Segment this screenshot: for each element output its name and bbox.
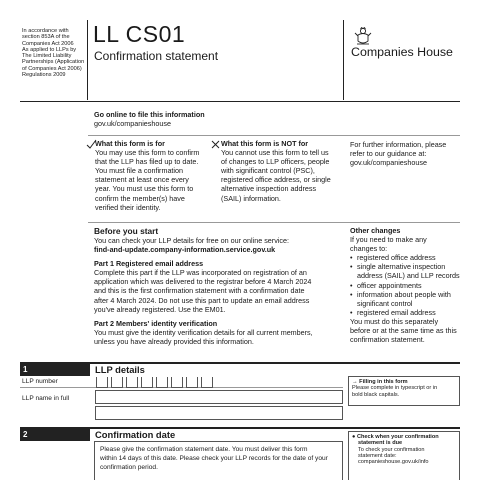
section-2-line: Please give the confirmation statement date. You must deliver this form	[100, 446, 308, 453]
digit-box[interactable]	[156, 377, 168, 388]
part2-line: You must give the identity verification details for all current members,	[94, 327, 313, 337]
section-2-line: confirmation period.	[100, 464, 158, 472]
service-link[interactable]: find-and-update.company-information.service.gov.uk	[94, 245, 276, 255]
list-item: • registered office address	[350, 253, 462, 262]
digit-box[interactable]	[96, 377, 108, 388]
other-changes-intro: changes to:	[350, 244, 388, 254]
list-item: • officer appointments	[350, 281, 462, 290]
other-changes-outro: before or at the same time as this	[350, 326, 457, 336]
legal-note-line: Partnerships (Application	[22, 59, 85, 66]
legal-note-line: section 853A of the	[22, 34, 70, 41]
digit-box[interactable]	[186, 377, 198, 388]
llp-number-label: LLP number	[22, 378, 58, 385]
note-heading-text: statement is due	[358, 440, 403, 447]
legal-note-line: In accordance with	[22, 28, 69, 34]
part1-heading: Part 1 Registered email address	[94, 259, 204, 269]
section-title: Confirmation date	[95, 429, 176, 440]
note-line: companieshouse.gov.uk/info	[358, 459, 429, 466]
list-item: • single alternative inspection address (SAIL) and LLP records	[350, 262, 462, 280]
other-changes-heading: Other changes	[350, 226, 401, 235]
section-number: 1	[20, 364, 90, 376]
is-for-line: You may use this form to confirm	[95, 148, 200, 158]
is-for-block	[95, 139, 207, 212]
digit-box[interactable]	[171, 377, 183, 388]
note-line: bold black capitals.	[352, 391, 400, 398]
other-changes-block	[350, 226, 462, 344]
confirmation-date-panel	[94, 441, 343, 480]
online-heading: Go online to file this information	[94, 110, 205, 119]
legal-note-line: As applied to LLPs by	[22, 46, 77, 53]
is-for-line: You must file a confirmation	[95, 166, 184, 176]
other-changes-outro: You must do this separately	[350, 316, 439, 326]
note-heading-text: Filling in this form	[359, 379, 408, 385]
digit-box[interactable]	[201, 377, 213, 388]
rule	[88, 135, 460, 136]
is-not-for-line: of changes to LLP officers, people	[221, 157, 330, 167]
part1-line: after 4 March 2024. Do not use this part to update an email address	[94, 295, 310, 305]
part2-heading: Part 2 Members' identity verification	[94, 318, 218, 328]
is-for-line: statement at least once every	[95, 175, 189, 185]
further-info-line: gov.uk/companieshouse	[350, 158, 427, 168]
other-changes-intro: If you need to make any	[350, 235, 427, 245]
header-divider	[87, 20, 88, 100]
part1-line: and this is the first confirmation statement with a confirmation date	[94, 286, 305, 296]
online-block	[94, 110, 205, 128]
part2-line: unless you have already provided this information.	[94, 336, 254, 346]
info-icon: ●	[352, 434, 356, 440]
legal-note-line: Companies Act 2006	[22, 40, 74, 47]
digit-box[interactable]	[111, 377, 123, 388]
other-changes-outro: confirmation statement.	[350, 335, 425, 345]
section-2-line: within 14 days of this date. Please check your LLP records for the date of your	[100, 455, 328, 463]
is-for-line: verified their identity.	[95, 202, 161, 212]
section-title: LLP details	[95, 364, 145, 375]
llp-name-field[interactable]	[95, 390, 343, 404]
before-start-heading: Before you start	[94, 226, 159, 236]
is-not-for-line: registered office address, or single	[221, 175, 331, 185]
legal-note	[22, 28, 92, 78]
filling-note	[348, 376, 460, 406]
part1-line: application which was delivered to the registrar before 4 March 2024	[94, 277, 312, 287]
legal-note-line: of Companies Act 2006)	[22, 65, 82, 72]
list-item: • information about people with significant control	[350, 290, 462, 308]
is-for-line: year. You must use this form to	[95, 184, 194, 194]
is-not-for-line: You cannot use this form to tell us	[221, 148, 329, 158]
is-not-for-line: (SAIL) information.	[221, 193, 281, 203]
before-start-block	[94, 226, 344, 346]
digit-box[interactable]	[141, 377, 153, 388]
is-not-for-heading: What this form is NOT for	[221, 139, 309, 148]
note-line: Please complete in typescript or in	[352, 385, 438, 392]
digit-box[interactable]	[126, 377, 138, 388]
legal-note-line: The Limited Liability	[22, 53, 72, 60]
note-heading-text: Check when your confirmation	[356, 434, 439, 440]
form-code: LL CS01	[93, 21, 186, 47]
note-line: statement date:	[358, 452, 397, 459]
llp-number-field[interactable]	[96, 377, 226, 388]
list-item: • registered email address	[350, 308, 462, 317]
form-title: Confirmation statement	[94, 49, 219, 63]
llp-name-label: LLP name in full	[22, 395, 70, 402]
further-info-line: refer to our guidance at:	[350, 149, 427, 159]
is-not-for-block	[221, 139, 345, 203]
rule	[88, 222, 460, 223]
other-changes-list	[350, 253, 462, 317]
is-for-line: confirm the member(s) have	[95, 193, 185, 203]
section-number: 2	[20, 429, 90, 441]
is-not-for-line: alternative inspection address	[221, 184, 317, 194]
part1-line: you've already registered. Use the EM01.	[94, 304, 226, 314]
further-info-block	[350, 140, 460, 167]
is-not-for-line: with significant control (PSC),	[221, 166, 315, 176]
part1-line: Complete this part if the LLP was incorporated on registration of an	[94, 268, 307, 278]
online-url: gov.uk/companieshouse	[94, 119, 171, 129]
brand-name: Companies House	[351, 45, 453, 59]
arrow-right-icon: →	[352, 379, 358, 385]
header-rule	[20, 101, 460, 102]
is-for-line: that the LLP has filed up to date.	[95, 157, 199, 167]
header-divider	[343, 20, 344, 100]
note-line: To check your confirmation	[358, 446, 425, 453]
llp-name-field-line2[interactable]	[95, 406, 343, 420]
section-1-header	[20, 362, 460, 375]
legal-note-line: Regulations 2009	[22, 72, 66, 79]
further-info-line: For further information, please	[350, 140, 447, 149]
is-for-heading: What this form is for	[95, 139, 165, 148]
due-date-note	[348, 431, 460, 480]
before-start-intro: You can check your LLP details for free on our online service:	[94, 236, 289, 245]
cross-icon	[211, 140, 220, 149]
